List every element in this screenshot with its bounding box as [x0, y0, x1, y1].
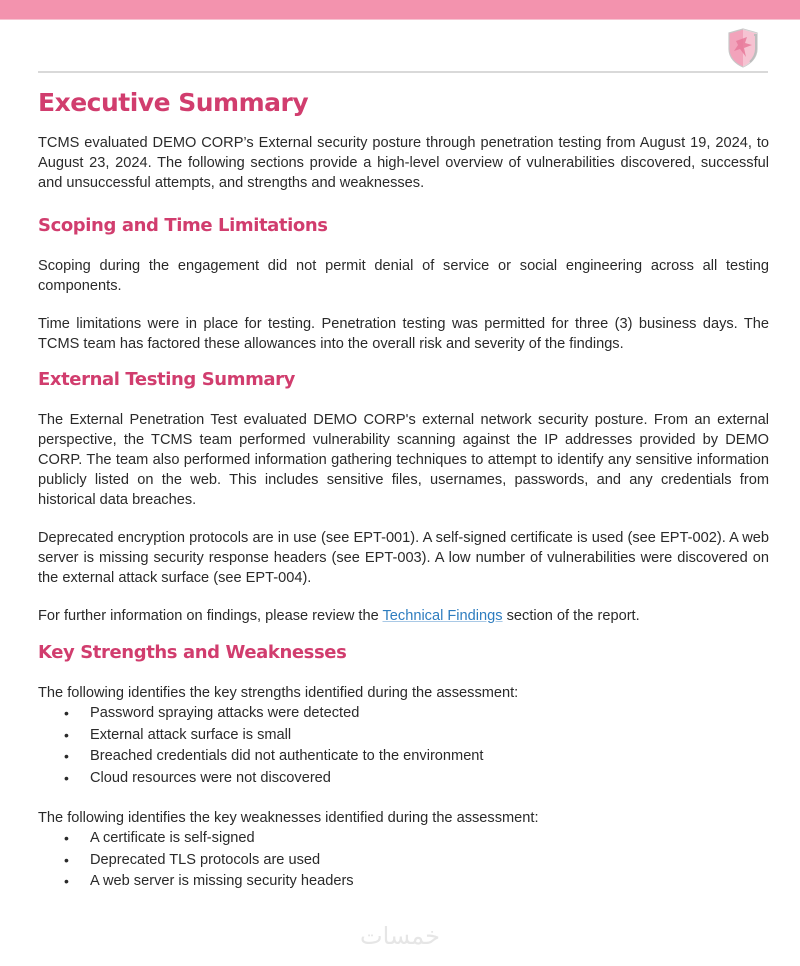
- weakness-item: • A web server is missing security headers: [90, 871, 769, 893]
- findings-paragraph: Deprecated encryption protocols are in use (see EPT-001). A self-signed certificate is used (see EPT-002). A web server is missing security response headers (see EPT-003). A low number of vulnerabilities were discovered on the external attack surface (see EPT-004).: [38, 530, 769, 586]
- weaknesses-list: [38, 828, 769, 893]
- further-info-suffix: section of the report.: [502, 608, 640, 624]
- section-external-testing: [38, 367, 769, 626]
- weakness-item: • Deprecated TLS protocols are used: [90, 850, 769, 872]
- strength-item: • Breached credentials did not authenticate to the environment: [90, 746, 769, 768]
- section-heading-strengths-weaknesses: Key Strengths and Weaknesses: [38, 642, 347, 663]
- strength-item: • Cloud resources were not discovered: [90, 768, 769, 790]
- technical-findings-link[interactable]: Technical Findings: [382, 608, 503, 624]
- header-divider: [38, 71, 768, 73]
- strength-item: • External attack surface is small: [90, 725, 769, 747]
- section-heading-scoping: Scoping and Time Limitations: [38, 215, 328, 236]
- external-test-paragraph: The External Penetration Test evaluated DEMO CORP's external network security posture. From an external perspective, the TCMS team performed vulnerability scanning against the IP addresses provided by DEMO CORP. The team also performed information gathering techniques to attempt to identify any sensitive information publicly listed on the web. This includes sensitive files, usernames, passwords, and any credentials from historical data breaches.: [38, 412, 769, 508]
- section-strengths-weaknesses: [38, 640, 769, 893]
- page-title: Executive Summary: [38, 88, 309, 117]
- strengths-list: [38, 703, 769, 789]
- scoping-paragraph: Scoping during the engagement did not permit denial of service or social engineering across all testing components.: [38, 258, 769, 294]
- intro-paragraph: TCMS evaluated DEMO CORP’s External security posture through penetration testing from August 19, 2024, to August 23, 2024. The following sections provide a high-level overview of vulnerabilities discovered, successful and unsuccessful attempts, and strengths and weaknesses.: [38, 135, 769, 191]
- document-body: [38, 84, 769, 893]
- section-heading-external-testing: External Testing Summary: [38, 369, 295, 390]
- section-scoping: [38, 213, 769, 354]
- time-limitations-paragraph: Time limitations were in place for testing. Penetration testing was permitted for three (3) business days. The TCMS team has factored these allowances into the overall risk and severity of the findings.: [38, 316, 769, 352]
- header-band: [0, 0, 800, 20]
- watermark: خمسات: [359, 922, 441, 950]
- weakness-item: • A certificate is self-signed: [90, 828, 769, 850]
- shield-logo-icon: [725, 27, 761, 69]
- strengths-intro: The following identifies the key strengths identified during the assessment:: [38, 685, 519, 701]
- further-info-paragraph: [38, 606, 769, 626]
- strength-item: • Password spraying attacks were detected: [90, 703, 769, 725]
- weaknesses-intro: The following identifies the key weaknesses identified during the assessment:: [38, 810, 539, 826]
- further-info-prefix: For further information on findings, please review the: [38, 608, 383, 624]
